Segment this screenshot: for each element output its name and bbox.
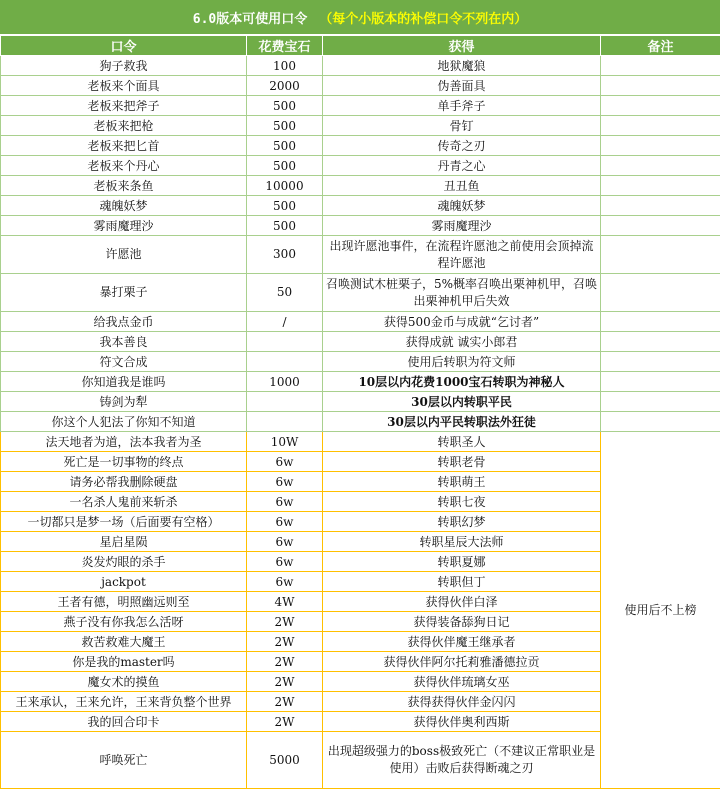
command-cell: 呼唤死亡 (1, 732, 247, 789)
note-cell (601, 412, 720, 432)
cost-cell: 6w (247, 452, 323, 472)
reward-cell: 获得装备舔狗日记 (323, 612, 601, 632)
command-cell: 老板来个面具 (1, 76, 247, 96)
command-cell: 符文合成 (1, 352, 247, 372)
cost-cell: 2W (247, 692, 323, 712)
table-row (1, 392, 720, 412)
table-row (1, 96, 720, 116)
note-cell (601, 116, 720, 136)
cost-cell: 6w (247, 552, 323, 572)
table-row (1, 432, 720, 452)
cost-cell: 6w (247, 512, 323, 532)
command-cell: 老板来把枪 (1, 116, 247, 136)
reward-cell: 传奇之刃 (323, 136, 601, 156)
command-cell: jackpot (1, 572, 247, 592)
note-cell (601, 176, 720, 196)
note-cell (601, 392, 720, 412)
cost-cell: 2W (247, 672, 323, 692)
reward-cell: 出现超级强力的boss极致死亡（不建议正常职业是使用）击败后获得断魂之刃 (323, 732, 601, 789)
note-cell (601, 196, 720, 216)
header-row (1, 36, 720, 56)
reward-cell: 获得500金币与成就“乞讨者” (323, 312, 601, 332)
cost-cell: 2W (247, 652, 323, 672)
note-cell (601, 274, 720, 312)
command-cell: 王者有德，明照幽远则至 (1, 592, 247, 612)
cost-cell: 6w (247, 532, 323, 552)
command-cell: 一切都只是梦一场（后面要有空格） (1, 512, 247, 532)
note-cell (601, 56, 720, 76)
table-row (1, 274, 720, 312)
table-row (1, 332, 720, 352)
cost-cell: / (247, 312, 323, 332)
cost-cell: 500 (247, 96, 323, 116)
table-row (1, 56, 720, 76)
command-cell: 给我点金币 (1, 312, 247, 332)
cost-cell: 4W (247, 592, 323, 612)
command-cell: 老板来个丹心 (1, 156, 247, 176)
reward-cell: 转职老骨 (323, 452, 601, 472)
command-cell: 铸剑为犁 (1, 392, 247, 412)
cost-cell: 5000 (247, 732, 323, 789)
cost-cell: 10000 (247, 176, 323, 196)
table-row (1, 412, 720, 432)
section2-note-cell: 使用后不上榜 (601, 432, 720, 789)
reward-cell: 获得成就 诚实小郎君 (323, 332, 601, 352)
cost-cell: 500 (247, 116, 323, 136)
command-cell: 你是我的master吗 (1, 652, 247, 672)
header-command: 口令 (1, 36, 247, 56)
cost-cell: 6w (247, 492, 323, 512)
command-cell: 魔女术的摸鱼 (1, 672, 247, 692)
cost-cell: 300 (247, 236, 323, 274)
header-note: 备注 (601, 36, 720, 56)
cost-cell: 2W (247, 632, 323, 652)
note-cell (601, 76, 720, 96)
note-cell (601, 312, 720, 332)
note-cell (601, 136, 720, 156)
table-row (1, 352, 720, 372)
cost-cell: 2W (247, 712, 323, 732)
reward-cell: 伪善面具 (323, 76, 601, 96)
reward-cell: 丹青之心 (323, 156, 601, 176)
title-bar (0, 0, 720, 35)
cost-cell (247, 392, 323, 412)
cost-cell: 2W (247, 612, 323, 632)
command-cell: 救苦救难大魔王 (1, 632, 247, 652)
sheet-title: 6.0版本可使用口令 (192, 11, 308, 27)
command-cell: 燕子没有你我怎么活呀 (1, 612, 247, 632)
table-row (1, 116, 720, 136)
reward-cell: 转职夏娜 (323, 552, 601, 572)
note-cell (601, 332, 720, 352)
reward-cell: 地狱魔狼 (323, 56, 601, 76)
cost-cell: 1000 (247, 372, 323, 392)
note-cell (601, 156, 720, 176)
table-row (1, 176, 720, 196)
table-row (1, 216, 720, 236)
reward-cell: 单手斧子 (323, 96, 601, 116)
command-cell: 星启星陨 (1, 532, 247, 552)
command-cell: 雾雨魔理沙 (1, 216, 247, 236)
command-cell: 请务必帮我删除硬盘 (1, 472, 247, 492)
cost-cell: 500 (247, 136, 323, 156)
reward-cell: 转职圣人 (323, 432, 601, 452)
table-row (1, 76, 720, 96)
header-cost: 花费宝石 (247, 36, 323, 56)
header-reward: 获得 (323, 36, 601, 56)
command-cell: 法天地者为道，法本我者为圣 (1, 432, 247, 452)
reward-cell: 魂魄妖梦 (323, 196, 601, 216)
cost-cell: 500 (247, 156, 323, 176)
reward-cell: 转职萌王 (323, 472, 601, 492)
command-cell: 王来承认，王来允许，王来背负整个世界 (1, 692, 247, 712)
note-cell (601, 372, 720, 392)
command-cell: 炎发灼眼的杀手 (1, 552, 247, 572)
reward-cell: 转职但丁 (323, 572, 601, 592)
reward-cell: 转职七夜 (323, 492, 601, 512)
reward-cell: 获得伙伴魔王继承者 (323, 632, 601, 652)
reward-cell: 获得伙伴阿尔托莉雅潘德拉贡 (323, 652, 601, 672)
cost-cell: 100 (247, 56, 323, 76)
reward-cell: 骨钉 (323, 116, 601, 136)
cost-cell (247, 352, 323, 372)
command-cell: 许愿池 (1, 236, 247, 274)
reward-cell: 雾雨魔理沙 (323, 216, 601, 236)
command-cell: 我本善良 (1, 332, 247, 352)
command-cell: 老板来把匕首 (1, 136, 247, 156)
cost-cell: 500 (247, 216, 323, 236)
reward-cell: 转职幻梦 (323, 512, 601, 532)
note-cell (601, 96, 720, 116)
command-cell: 老板来把斧子 (1, 96, 247, 116)
command-cell: 我的回合印卡 (1, 712, 247, 732)
table-row (1, 312, 720, 332)
reward-cell: 30层以内平民转职法外狂徒 (323, 412, 601, 432)
command-cell: 老板来条鱼 (1, 176, 247, 196)
reward-cell: 10层以内花费1000宝石转职为神秘人 (323, 372, 601, 392)
cost-cell: 500 (247, 196, 323, 216)
reward-cell: 获得伙伴琉璃女巫 (323, 672, 601, 692)
command-cell: 魂魄妖梦 (1, 196, 247, 216)
reward-cell: 获得伙伴奥利西斯 (323, 712, 601, 732)
reward-cell: 转职星辰大法师 (323, 532, 601, 552)
cost-cell (247, 412, 323, 432)
table-row (1, 236, 720, 274)
command-cell: 暴打栗子 (1, 274, 247, 312)
table-row (1, 136, 720, 156)
cost-cell: 6w (247, 572, 323, 592)
cost-cell (247, 332, 323, 352)
note-cell (601, 236, 720, 274)
reward-cell: 获得伙伴白泽 (323, 592, 601, 612)
command-table (0, 35, 720, 789)
cost-cell: 6w (247, 472, 323, 492)
cost-cell: 2000 (247, 76, 323, 96)
title-note: （每个小版本的补偿口令不列在内） (319, 11, 528, 27)
table-row (1, 196, 720, 216)
reward-cell: 获得获得伙伴金闪闪 (323, 692, 601, 712)
table-row (1, 372, 720, 392)
cost-cell: 50 (247, 274, 323, 312)
note-cell (601, 216, 720, 236)
reward-cell: 使用后转职为符文师 (323, 352, 601, 372)
command-cell: 你知道我是谁吗 (1, 372, 247, 392)
note-cell (601, 352, 720, 372)
table-row (1, 156, 720, 176)
reward-cell: 出现许愿池事件，在流程许愿池之前使用会顶掉流程许愿池 (323, 236, 601, 274)
command-cell: 狗子救我 (1, 56, 247, 76)
reward-cell: 召唤测试木桩栗子，5%概率召唤出栗神机甲，召唤出栗神机甲后失效 (323, 274, 601, 312)
command-cell: 死亡是一切事物的终点 (1, 452, 247, 472)
reward-cell: 丑丑鱼 (323, 176, 601, 196)
reward-cell: 30层以内转职平民 (323, 392, 601, 412)
command-cell: 一名杀人鬼前来斩杀 (1, 492, 247, 512)
command-cell: 你这个人犯法了你知不知道 (1, 412, 247, 432)
cost-cell: 10W (247, 432, 323, 452)
